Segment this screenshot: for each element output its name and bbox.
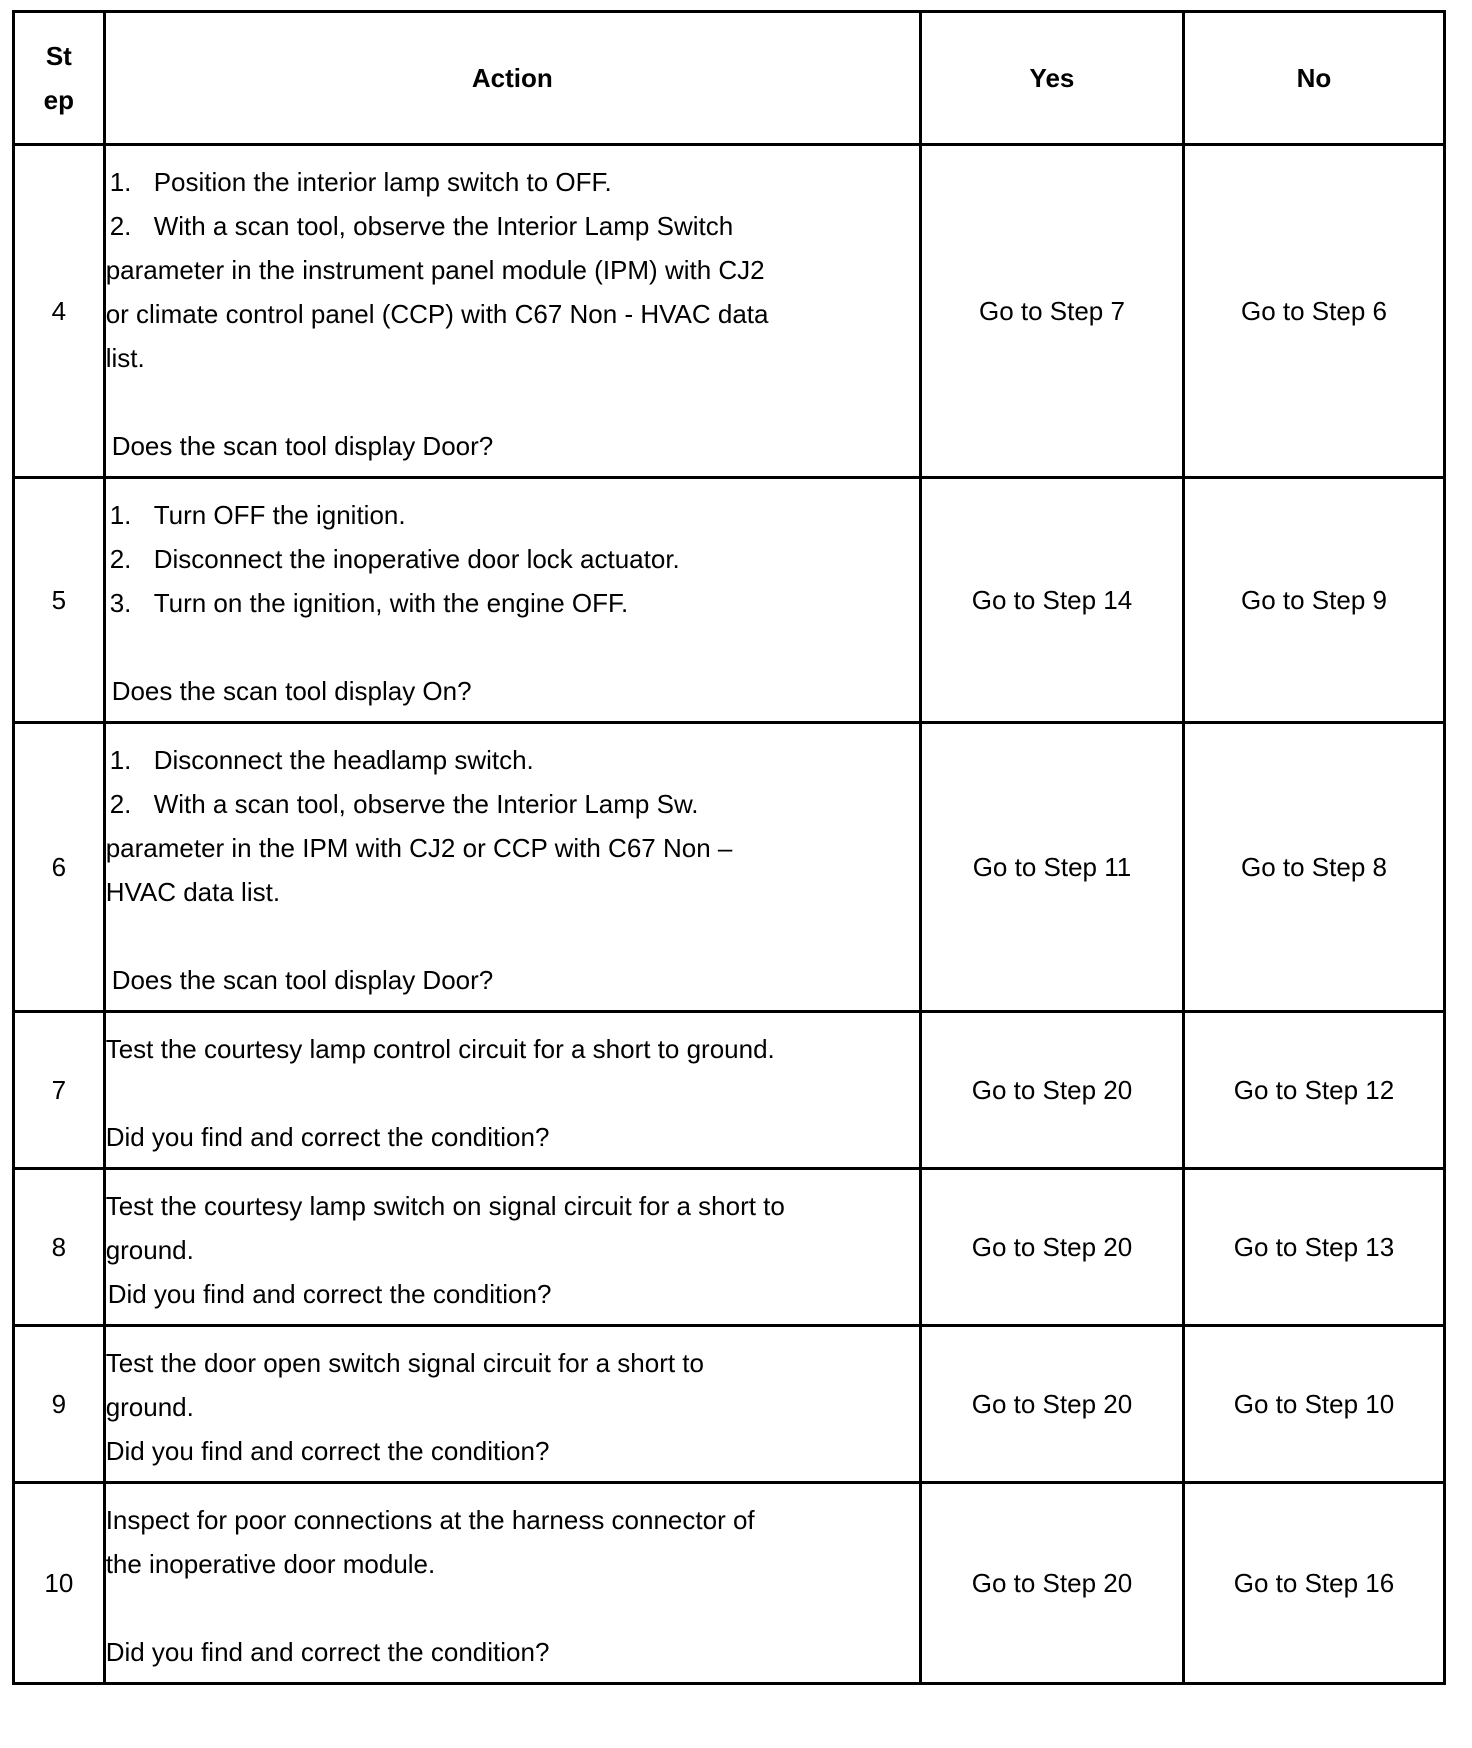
step-header-line2: ep — [43, 85, 75, 115]
action-cell — [104, 723, 920, 1012]
no-column-header: No — [1183, 12, 1444, 145]
yes-cell: Go to Step 20 — [920, 1169, 1183, 1326]
list-text: With a scan tool, observe the Interior Lamp Switch — [153, 211, 734, 241]
action-line: Test the courtesy lamp control circuit for a short to ground. — [105, 1034, 775, 1064]
table-row — [14, 1169, 1445, 1326]
table-row — [14, 1326, 1445, 1483]
question-text: Does the scan tool display Door? — [111, 431, 494, 461]
action-line: Test the door open switch signal circuit for a short to — [105, 1348, 704, 1378]
action-line: Test the courtesy lamp switch on signal circuit for a short to — [105, 1191, 785, 1221]
list-number: 2. — [109, 544, 132, 574]
action-line: the inoperative door module. — [105, 1549, 436, 1579]
no-cell: Go to Step 13 — [1183, 1169, 1444, 1326]
list-number: 2. — [109, 211, 132, 241]
header-row — [14, 12, 1445, 145]
continuation-line: parameter in the instrument panel module (IPM) with CJ2 — [105, 255, 765, 285]
list-item — [106, 493, 919, 537]
action-cell — [104, 1169, 920, 1326]
step-number: 10 — [14, 1483, 105, 1684]
continuation-line: list. — [105, 343, 145, 373]
no-cell: Go to Step 9 — [1183, 478, 1444, 723]
step-number: 5 — [14, 478, 105, 723]
list-text: With a scan tool, observe the Interior Lamp Sw. — [153, 789, 699, 819]
list-number: 2. — [109, 789, 132, 819]
yes-cell: Go to Step 20 — [920, 1483, 1183, 1684]
continuation-line: or climate control panel (CCP) with C67 Non - HVAC data — [105, 299, 769, 329]
action-cell — [104, 145, 920, 478]
action-cell — [104, 478, 920, 723]
action-column-header: Action — [104, 12, 920, 145]
action-cell — [104, 1012, 920, 1169]
list-item — [106, 738, 919, 782]
table-row — [14, 478, 1445, 723]
list-item — [106, 782, 919, 826]
list-text: Disconnect the inoperative door lock actuator. — [153, 544, 680, 574]
list-item — [106, 581, 919, 625]
action-line: Inspect for poor connections at the harness connector of — [105, 1505, 755, 1535]
question-text: Does the scan tool display Door? — [111, 965, 494, 995]
question-text: Does the scan tool display On? — [111, 676, 472, 706]
action-cell — [104, 1483, 920, 1684]
no-cell: Go to Step 16 — [1183, 1483, 1444, 1684]
action-line: ground. — [105, 1392, 194, 1422]
list-item — [106, 160, 919, 204]
action-line: ground. — [105, 1235, 194, 1265]
table-row — [14, 1012, 1445, 1169]
question-text: Did you find and correct the condition? — [107, 1279, 552, 1309]
continuation-line: parameter in the IPM with CJ2 or CCP with C67 Non – — [105, 833, 733, 863]
yes-cell: Go to Step 11 — [920, 723, 1183, 1012]
table-row — [14, 145, 1445, 478]
list-number: 1. — [109, 745, 132, 775]
step-number: 9 — [14, 1326, 105, 1483]
continuation-line: HVAC data list. — [105, 877, 281, 907]
question-text: Did you find and correct the condition? — [105, 1637, 550, 1667]
action-cell — [104, 1326, 920, 1483]
list-text: Disconnect the headlamp switch. — [153, 745, 534, 775]
step-number: 7 — [14, 1012, 105, 1169]
diagnostic-table — [12, 10, 1446, 1685]
yes-cell: Go to Step 7 — [920, 145, 1183, 478]
step-column-header — [14, 12, 105, 145]
list-text: Turn OFF the ignition. — [153, 500, 406, 530]
no-cell: Go to Step 12 — [1183, 1012, 1444, 1169]
list-item — [106, 204, 919, 248]
list-text: Turn on the ignition, with the engine OFF. — [153, 588, 629, 618]
yes-column-header: Yes — [920, 12, 1183, 145]
list-number: 1. — [109, 167, 132, 197]
list-number: 1. — [109, 500, 132, 530]
list-text: Position the interior lamp switch to OFF. — [153, 167, 612, 197]
no-cell: Go to Step 10 — [1183, 1326, 1444, 1483]
step-number: 4 — [14, 145, 105, 478]
step-number: 8 — [14, 1169, 105, 1326]
step-number: 6 — [14, 723, 105, 1012]
table-row — [14, 723, 1445, 1012]
no-cell: Go to Step 8 — [1183, 723, 1444, 1012]
question-text: Did you find and correct the condition? — [105, 1122, 550, 1152]
list-number: 3. — [109, 588, 132, 618]
question-text: Did you find and correct the condition? — [105, 1436, 550, 1466]
yes-cell: Go to Step 20 — [920, 1012, 1183, 1169]
table-row — [14, 1483, 1445, 1684]
step-header-line1: St — [45, 41, 72, 71]
yes-cell: Go to Step 20 — [920, 1326, 1183, 1483]
no-cell: Go to Step 6 — [1183, 145, 1444, 478]
yes-cell: Go to Step 14 — [920, 478, 1183, 723]
list-item — [106, 537, 919, 581]
